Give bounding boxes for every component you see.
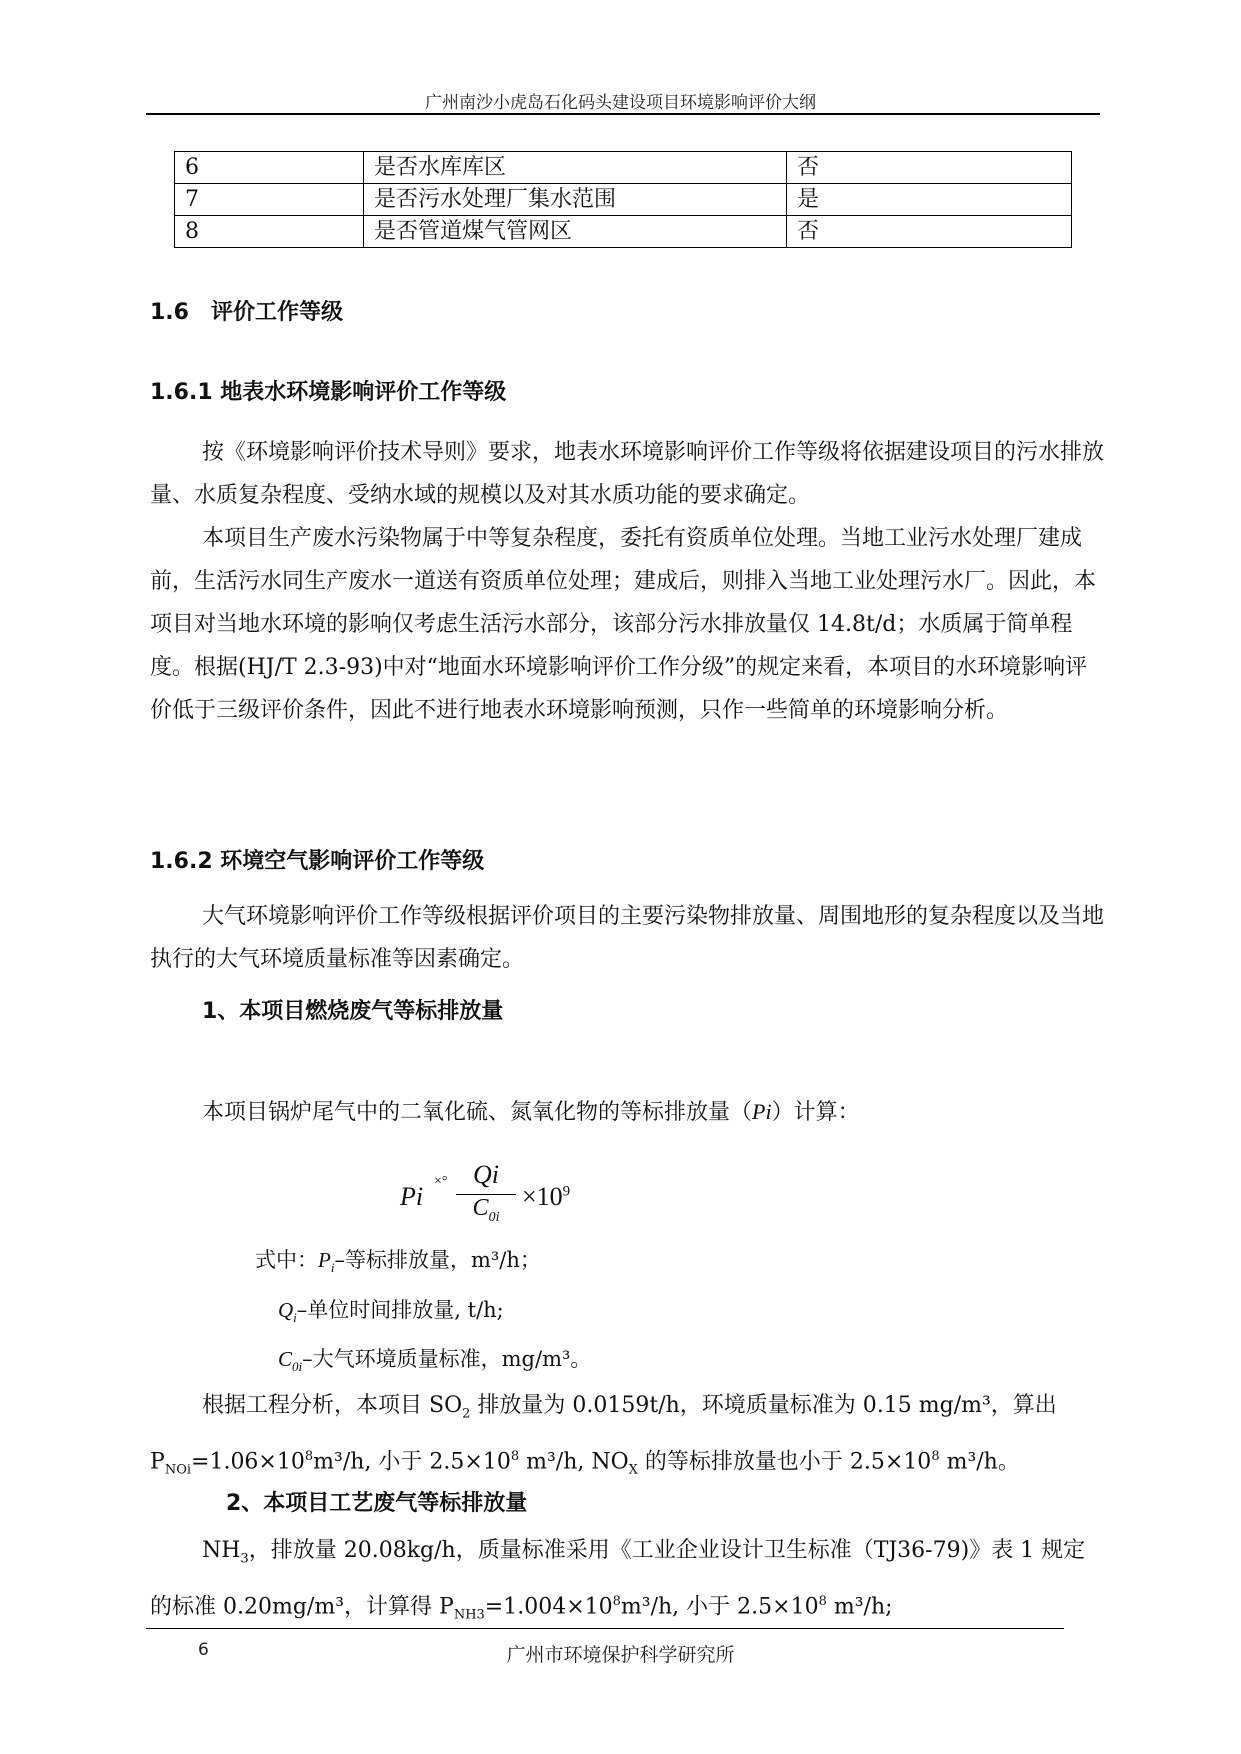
formula-multiplier xyxy=(522,1182,570,1212)
definition-var: P xyxy=(318,1248,331,1272)
table-cell-index: 6 xyxy=(175,152,364,184)
table-cell-answer: 否 xyxy=(787,216,1072,248)
calc-text: m³/h。 xyxy=(939,1449,1020,1475)
calc-text: m³/h, 小于 2.5×10 xyxy=(620,1594,819,1620)
calc-sup: 8 xyxy=(818,1594,827,1610)
calc-sub: NH3 xyxy=(453,1608,485,1624)
formula-symbol: ×° xyxy=(434,1174,448,1189)
table-cell-item: 是否污水处理厂集水范围 xyxy=(364,184,787,216)
paragraph-so2-calc xyxy=(150,1384,1105,1492)
formula-den-sub: 0i xyxy=(488,1209,500,1225)
formula-fraction xyxy=(456,1160,516,1226)
calc-text: NH xyxy=(202,1538,241,1563)
definition-c0i xyxy=(278,1343,591,1375)
definition-text: –单位时间排放量, t/h; xyxy=(296,1298,504,1322)
calc-sup: 8 xyxy=(612,1594,621,1610)
table-row xyxy=(175,216,1072,248)
calc-sub: NOi xyxy=(164,1463,192,1479)
formula-exponent: 9 xyxy=(562,1183,571,1200)
table-cell-index: 7 xyxy=(175,184,364,216)
page-header-title: 广州南沙小虎岛石化码头建设项目环境影响评价大纲 xyxy=(425,93,816,113)
section-heading-1-6-2: 1.6.2 环境空气影响评价工作等级 xyxy=(150,849,485,874)
formula-intro-var: Pi xyxy=(752,1099,772,1124)
calc-text: 的等标排放量也小于 2.5×10 xyxy=(637,1449,932,1475)
definition-prefix: 式中： xyxy=(255,1248,318,1272)
definition-text: –等标排放量，m³/h； xyxy=(334,1248,541,1272)
definition-pi xyxy=(255,1244,541,1276)
table-row xyxy=(175,184,1072,216)
calc-sub: 3 xyxy=(240,1551,249,1567)
footer-rule xyxy=(146,1628,1064,1629)
formula-lhs: Pi xyxy=(400,1182,424,1211)
calc-sub: X xyxy=(628,1463,638,1479)
calc-text: ，排放量 20.08kg/h，质量标准采用《工业企业设计卫生标准（TJ36-79)》表 1 规定的标准 0.20mg/m³，计算得 P xyxy=(150,1538,1086,1620)
table-cell-answer: 否 xyxy=(787,152,1072,184)
table-cell-item: 是否管道煤气管网区 xyxy=(364,216,787,248)
equivalent-emission-formula xyxy=(400,1160,600,1238)
section-heading-1-6: 1.6 评价工作等级 xyxy=(150,300,343,325)
formula-intro-text-b: ）计算： xyxy=(771,1100,860,1125)
table-cell-answer: 是 xyxy=(787,184,1072,216)
paragraph-air-intro: 大气环境影响评价工作等级根据评价项目的主要污染物排放量、周围地形的复杂程度以及当地执行的大气环境质量标准等因素确定。 xyxy=(150,904,1105,972)
calc-sub: 2 xyxy=(462,1406,471,1422)
calc-text: 排放量为 0.0159t/h，环境质量标准为 0.15 mg/m³，算出 P xyxy=(150,1393,1057,1475)
definition-sub: 0i xyxy=(292,1359,303,1375)
section-heading-1-6-1: 1.6.1 地表水环境影响评价工作等级 xyxy=(150,380,507,405)
calc-text: m³/h, NO xyxy=(519,1449,629,1475)
formula-denominator xyxy=(456,1195,516,1226)
formula-intro-text-a: 本项目锅炉尾气中的二氧化硫、氮氧化物的等标排放量（ xyxy=(202,1100,753,1125)
calc-text: =1.06×10 xyxy=(191,1449,305,1475)
criteria-table xyxy=(174,151,1072,248)
formula-times: ×10 xyxy=(522,1182,563,1211)
definition-text: –大气环境质量标准，mg/m³。 xyxy=(302,1347,592,1371)
formula-den-base: C xyxy=(472,1195,489,1221)
page-number: 6 xyxy=(198,1640,209,1660)
calc-sup: 8 xyxy=(931,1449,940,1465)
definition-var: Q xyxy=(278,1298,294,1322)
formula-intro xyxy=(202,1090,860,1134)
definition-sub: i xyxy=(330,1260,335,1276)
item-heading-process: 2、本项目工艺废气等标排放量 xyxy=(226,1491,528,1516)
calc-text: m³/h, 小于 2.5×10 xyxy=(313,1449,511,1475)
table-cell-index: 8 xyxy=(175,216,364,248)
calc-sup: 8 xyxy=(304,1449,314,1465)
definition-sub: i xyxy=(293,1310,297,1326)
item-heading-combustion: 1、本项目燃烧废气等标排放量 xyxy=(202,999,504,1024)
table-cell-item: 是否水库库区 xyxy=(364,152,787,184)
header-rule xyxy=(146,113,1100,115)
calc-text: =1.004×10 xyxy=(484,1594,613,1620)
definition-var: C xyxy=(278,1347,293,1371)
formula-numerator: Qi xyxy=(473,1160,499,1189)
paragraph-surface-water-detail: 本项目生产废水污染物属于中等复杂程度，委托有资质单位处理。当地工业污水处理厂建成前，生活污水同生产废水一道送有资质单位处理；建成后，则排入当地工业处理污水厂。因此，本项目对当地水环境的影响仅考虑生活污水部分，该部分污水排放量仅 14.8t/d；水质属于简单程度。根据(HJ/T 2.3-93)中对“地面水环境影响评价工作分级”的规定来看，本项目的水环境影响评价低于三级评价条件，因此不进行地表水环境影响预测，只作一些简单的环境影响分析。 xyxy=(150,526,1097,723)
calc-sup: 8 xyxy=(510,1449,520,1465)
definition-qi xyxy=(278,1294,504,1326)
footer-organization: 广州市环境保护科学研究所 xyxy=(506,1644,735,1666)
paragraph-nh3-calc xyxy=(150,1529,1105,1637)
calc-text: m³/h; xyxy=(826,1594,893,1620)
paragraph-surface-water-intro: 按《环境影响评价技术导则》要求，地表水环境影响评价工作等级将依据建设项目的污水排放量、水质复杂程度、受纳水域的规模以及对其水质功能的要求确定。 xyxy=(150,440,1105,508)
calc-text: 根据工程分析，本项目 SO xyxy=(202,1393,463,1418)
table-row xyxy=(175,152,1072,184)
